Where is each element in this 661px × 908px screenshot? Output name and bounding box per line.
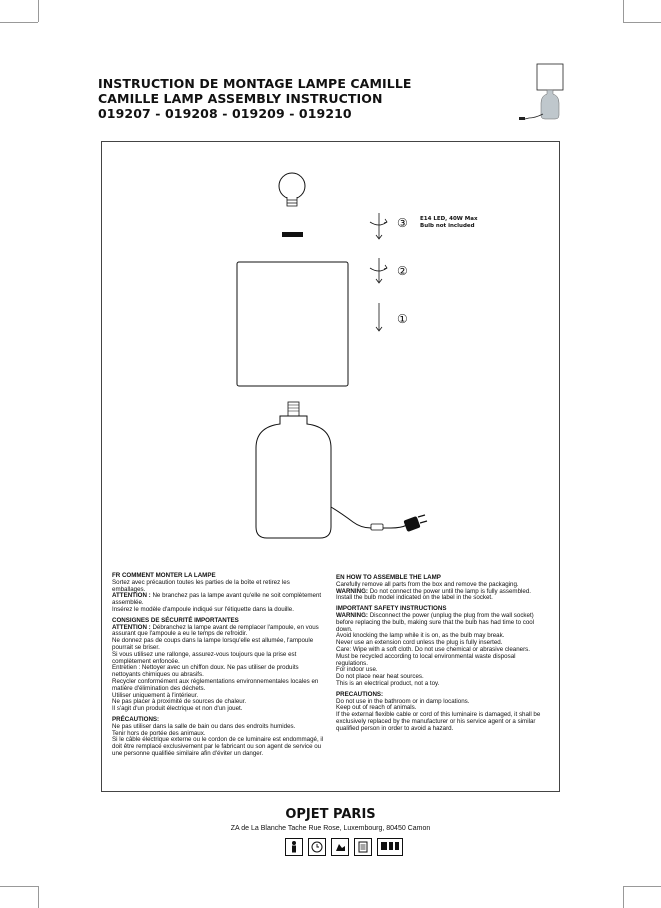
fr-heading-precautions: PRÉCAUTIONS:	[112, 715, 160, 723]
fr-text: Entretien : Nettoyer avec un chiffon doux. Ne pas utiliser de produits nettoyants chimiques ou abrasifs.	[112, 664, 299, 679]
fr-text: Recycler conformément aux réglementations environnementales locales en matière d'élimination des déchets.	[112, 677, 319, 692]
en-text: Keep out of reach of animals.	[336, 704, 417, 712]
bulb-spec: E14 LED, 40W Max	[420, 216, 478, 222]
document-header	[98, 76, 518, 121]
crop-mark	[0, 886, 38, 887]
en-text: WARNING: Disconnect the power (unplug the plug from the wall socket) before replacing the bulb, making sure that the bulb has had time to cool down.	[336, 611, 535, 633]
en-text: Avoid knocking the lamp while it is on, as the bulb may break.	[336, 632, 505, 640]
step2-number: ②	[397, 264, 408, 278]
en-text: Install the bulb model indicated on the label in the socket.	[336, 594, 493, 602]
lamp-thumbnail	[513, 62, 568, 127]
crop-mark	[623, 886, 661, 887]
en-heading-safety: IMPORTANT SAFETY INSTRUCTIONS	[336, 605, 447, 613]
fr-text: Insérez le modèle d'ampoule indiqué sur l'étiquette dans la douille.	[112, 605, 294, 613]
step3-number: ③	[397, 216, 408, 230]
manual-icon	[354, 838, 372, 856]
brand-address: ZA de La Blanche Tache Rue Rose, Luxembourg, 80450 Camon	[230, 825, 431, 832]
en-text: For indoor use.	[336, 666, 378, 674]
bulb-note: Bulb not included	[420, 223, 475, 229]
en-heading-assembly: EN HOW TO ASSEMBLE THE LAMP	[336, 574, 441, 581]
fr-warning-label: ATTENTION :	[112, 623, 151, 631]
product-refs: 019207 - 019208 - 019209 - 019210	[98, 106, 352, 121]
crop-mark	[38, 0, 39, 22]
en-text: Carefully remove all parts from the box and remove the packaging.	[336, 580, 519, 588]
fr-text: Utiliser uniquement à l'intérieur.	[112, 691, 199, 699]
person-height-icon	[285, 838, 303, 856]
crop-mark	[623, 0, 624, 22]
en-instructions	[336, 575, 548, 733]
pictogram-row	[285, 838, 403, 860]
fr-instructions	[112, 573, 324, 758]
fr-text: Tenir hors de portée des animaux.	[112, 729, 206, 737]
en-text: Never use an extension cord unless the plug is fully inserted.	[336, 639, 503, 647]
crop-mark	[623, 22, 661, 23]
fr-text: Ne pas utiliser dans la salle de bain ou dans des endroits humides.	[112, 722, 296, 730]
crop-mark	[38, 886, 39, 908]
fr-text: Ne donnez pas de coups dans la lampe lorsqu'elle est allumée, l'ampoule pourrait se briser.	[112, 637, 314, 651]
fr-text: Ne pas placer à proximité de sources de chaleur.	[112, 698, 247, 706]
recycle-icon	[331, 838, 349, 856]
en-warning-label: WARNING:	[336, 587, 368, 595]
en-text: Must be recycled according to local environmental waste disposal regulations.	[336, 652, 516, 667]
crop-mark	[0, 22, 38, 23]
fr-text: ATTENTION : Ne branchez pas la lampe avant qu'elle ne soit complètement assemblée.	[112, 592, 322, 607]
en-text: Care: Wipe with a soft cloth. Do not use chemical or abrasive cleaners.	[336, 645, 530, 653]
fr-text: Il s'agit d'un produit électrique et non d'un jouet.	[112, 705, 243, 713]
en-text: If the external flexible cable or cord of this luminaire is damaged, it shall be exclusively replaced by the manufacturer or his service agent or a similar qualified person in order to avoid a hazard.	[336, 711, 541, 732]
step1-number: ①	[397, 312, 408, 326]
fr-heading-assembly: FR COMMENT MONTER LA LAMPE	[112, 572, 216, 579]
en-text: This is an electrical product, not a toy.	[336, 679, 440, 687]
en-heading-precautions: PRECAUTIONS:	[336, 690, 384, 698]
en-text: Do not place near heat sources.	[336, 673, 424, 681]
fr-text: Sortez avec précaution toutes les parties de la boîte et retirez les emballages.	[112, 578, 290, 593]
en-text: WARNING: Do not connect the power until the lamp is fully assembled.	[336, 587, 531, 595]
brand-name: OPJET PARIS	[285, 807, 376, 822]
title-en: CAMILLE LAMP ASSEMBLY INSTRUCTION	[98, 91, 383, 106]
packaging-label-icon	[377, 838, 403, 856]
fr-heading-safety: CONSIGNES DE SÉCURITÉ IMPORTANTES	[112, 616, 239, 624]
fr-text: Si le câble électrique externe ou le cordon de ce luminaire est endommagé, il doit être remplacé exclusivement par le fabricant ou son agent de service ou une personne qualifiée similaire afin d'éviter un danger.	[112, 736, 324, 757]
fr-text: Si vous utilisez une rallonge, assurez-vous toujours que la prise est complètement enfoncée.	[112, 650, 297, 665]
fr-warning-label: ATTENTION :	[112, 592, 151, 600]
en-warning-label: WARNING:	[336, 611, 368, 619]
fr-text: ATTENTION : Débranchez la lampe avant de remplacer l'ampoule, en vous assurant que l'ampoule a eu le temps de refroidir.	[112, 623, 319, 638]
crop-mark	[623, 886, 624, 908]
title-fr: INSTRUCTION DE MONTAGE LAMPE CAMILLE	[98, 76, 412, 91]
clock-icon	[308, 838, 326, 856]
en-text: Do not use in the bathroom or in damp locations.	[336, 697, 470, 705]
